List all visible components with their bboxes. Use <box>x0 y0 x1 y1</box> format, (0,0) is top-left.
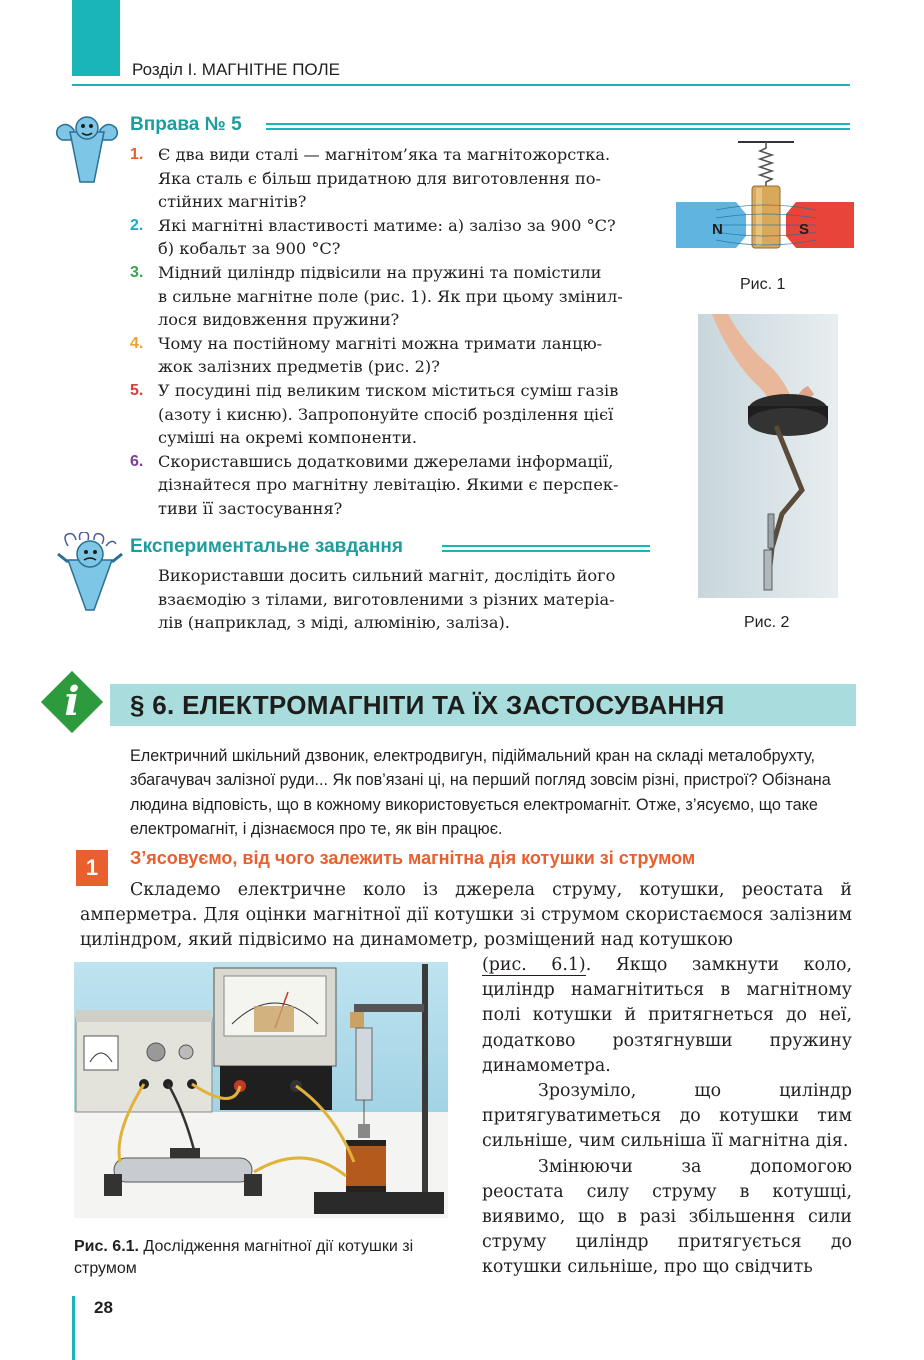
chapter-title: Розділ I. МАГНІТНЕ ПОЛЕ <box>132 60 340 79</box>
exercise-item-line: Яка сталь є більш придатною для виготовлення по- <box>158 168 601 188</box>
fig6-1-caption: Рис. 6.1. Дослідження магнітної дії котушки зі струмом <box>74 1238 414 1277</box>
page-number: 28 <box>94 1298 113 1317</box>
exercise-item-line: У посудині під великим тиском міститься суміш газів <box>158 380 619 400</box>
fig2-caption: Рис. 2 <box>744 614 790 631</box>
exercise-item-line: Чому на постійному магніті можна тримати ланцю- <box>158 333 603 353</box>
exercise-list <box>130 143 660 521</box>
exercise-item-line: в сильне магнітне поле (рис. 1). Як при цьому змінил- <box>158 286 623 306</box>
exercise-item-number: 3. <box>130 263 144 281</box>
exercise-item-line: (азоту і кисню). Запропонуйте спосіб розділення цієї <box>158 404 614 424</box>
exercise-item-line: суміші на окремі компоненти. <box>158 428 418 448</box>
fig1-pole-s-label: S <box>799 221 810 238</box>
exercise-item-number: 6. <box>130 452 144 470</box>
exercise-item-line: Є два види сталі — магнітом’яка та магнітожорстка. <box>158 145 611 164</box>
exercise-item <box>130 214 660 261</box>
body-text-right-column: (рис. 6.1). Якщо замкнути коло, циліндр намагнітиться в магнітному полі котушки й притягнеться до неї, додатково розтягнувши пружину динамометра. Зрозуміло, що циліндр притягуватиметься до котушки тим сильніше, чим сильніша її магнітна дія. Змінюючи за допомогою реостата силу струму в котушці, виявимо, що в разі збільшення сили струму циліндр притягується до котушки сильніше, про що свідчить <box>482 955 852 1278</box>
fig6-1-reference: (рис. 6.1) <box>482 955 586 975</box>
footer-marker <box>72 1296 75 1360</box>
exercise-item-line: тиви її застосування? <box>158 498 343 518</box>
fig1-pole-n-label: N <box>712 221 723 238</box>
experiment-title: Експериментальне завдання <box>130 536 403 557</box>
fig1-caption: Рис. 1 <box>740 276 786 293</box>
exercise-title: Вправа № 5 <box>130 114 242 135</box>
exercise-item-number: 1. <box>130 146 144 163</box>
exercise-item-line: лося видовження пружини? <box>158 310 400 330</box>
exercise-item <box>130 332 660 379</box>
exercise-item-line: дізнайтеся про магнітну левітацію. Якими є перспек- <box>158 475 619 495</box>
exercise-item <box>130 261 660 332</box>
chapter-tab-marker <box>72 0 120 76</box>
exercise-item-number: 4. <box>130 334 144 352</box>
exercise-title-double-rule <box>266 123 850 130</box>
exercise-item <box>130 379 660 450</box>
info-icon-letter: i <box>64 678 80 725</box>
body-text-full-width: Складемо електричне коло із джерела струму, котушки, реостата й амперметра. Для оцінки магнітної дії котушки зі струмом скористаємося залізним циліндром, який підвісимо на динамометр, розміщений над котушкою <box>80 880 852 951</box>
fig6-1-circuit-photo <box>74 962 448 1218</box>
exercise-item-number: 2. <box>130 216 144 234</box>
exercise-item-line: Мідний циліндр підвісили на пружині та помістили <box>158 262 602 282</box>
exercise-item-number: 5. <box>130 381 144 399</box>
exercise-item-line: стійних магнітів? <box>158 192 307 212</box>
subsection-number-badge: 1 <box>76 850 108 886</box>
exercise-item <box>130 143 660 214</box>
fig1-magnet-spring-illustration <box>676 138 854 268</box>
exercise-item-line: б) кобальт за 900 °С? <box>158 239 341 259</box>
spring-head-mascot-icon <box>54 532 126 612</box>
exercise-item <box>130 450 660 521</box>
paragraph-intro: Електричний шкільний дзвоник, електродвигун, підіймальний кран на складі металобрухту, збагачувач залізної руди... Як пов’язані ці, на перший погляд зовсім різні, пристрої? Обізнана людина відповість, що в кожному використовується електромагніт. Отже, з’ясуємо, що таке електромагніт, і дізнаємося про те, як він працює. <box>130 747 831 839</box>
subsection-title: З’ясовуємо, від чого залежить магнітна дія котушки зі струмом <box>130 848 696 868</box>
experiment-text: Використавши досить сильний магніт, дослідіть його взаємодію з тілами, виготовленими з різних матеріа- лів (наприклад, з міді, алюмінію, заліза). <box>158 566 616 633</box>
experiment-title-double-rule <box>442 545 650 552</box>
flexing-magnet-mascot-icon <box>52 110 122 188</box>
header-rule <box>72 84 850 86</box>
paragraph-title: § 6. ЕЛЕКТРОМАГНІТИ ТА ЇХ ЗАСТОСУВАННЯ <box>130 690 725 720</box>
exercise-item-line: Скориставшись додатковими джерелами інформації, <box>158 451 614 471</box>
exercise-item-line: жок залізних предметів (рис. 2)? <box>158 357 440 377</box>
fig2-magnet-chain-photo <box>698 314 838 598</box>
exercise-item-line: Які магнітні властивості матиме: а) залізо за 900 °С? <box>158 215 616 235</box>
